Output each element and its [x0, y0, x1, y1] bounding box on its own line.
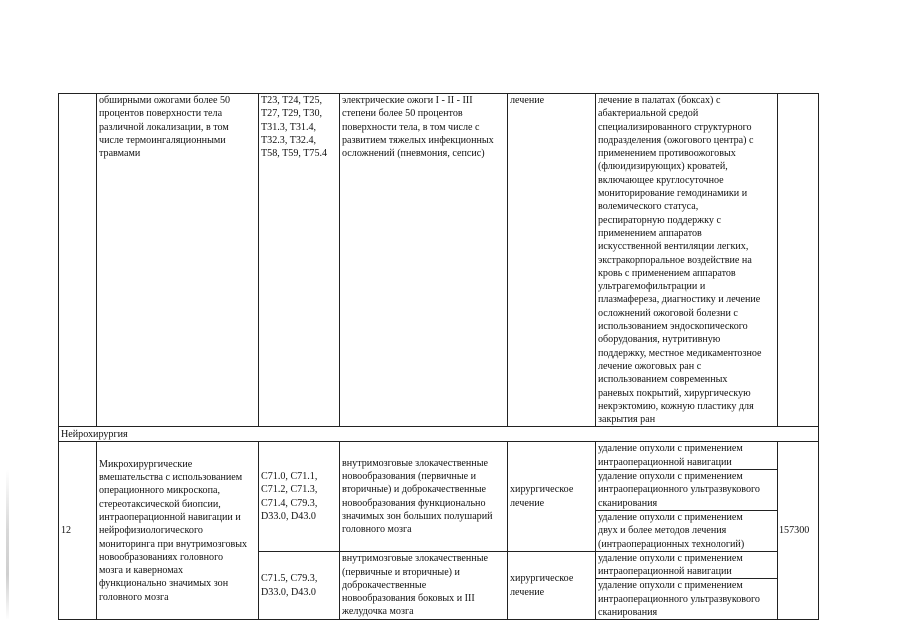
treatment-method-cell: удаление опухоли с применением интраоперационной навигации	[596, 551, 778, 579]
price-cell	[778, 94, 819, 427]
scan-smudge	[6, 470, 9, 620]
condition-cell: внутримозговые злокачественные новообразования (первичные и вторичные) и доброкачественные новообразования функционально значимых зон больших полушарий головного мозга	[340, 442, 508, 551]
row-number-cell	[59, 94, 97, 427]
table-row	[59, 442, 819, 470]
procedures-table	[58, 93, 819, 620]
treatment-method-cell: удаление опухоли с применением интраоперационного ультразвукового сканирования	[596, 470, 778, 511]
row-number-cell: 12	[59, 442, 97, 620]
section-row	[59, 427, 819, 442]
procedure-name-cell: Микрохирургические вмешательства с использованием операционного микроскопа, стереотаксической биопсии, интраоперационной навигации и нейрофизиологического мониторинга при внутримозговых новообразованиях головного мозга и каверномах функционально значимых зон головного мозга	[97, 442, 259, 620]
condition-cell: электрические ожоги I - II - III степени более 50 процентов поверхности тела, в том числе с развитием тяжелых инфекционных осложнений (пневмония, сепсис)	[340, 94, 508, 427]
treatment-type-cell: хирургическое лечение	[508, 551, 596, 619]
treatment-method-cell: лечение в палатах (боксах) с абактериальной средой специализированного структурного подразделения (ожогового центра) с применением противоожоговых (флюидизирующих) кроватей, включающее круглосуточное мониторирование гемодинамики и волемического статуса, респираторную поддержку с применением аппаратов искусственной вентиляции легких, экстракорпоральное воздействие на кровь с применением аппаратов ультрагемофильтрации и плазмафереза, диагностику и лечение осложнений ожоговой болезни с использованием эндоскопического оборудования, нутритивную поддержку, местное медикаментозное лечение ожоговых ран с использованием современных раневых покрытий, хирургическую некрэктомию, кожную пластику для закрытия ран	[596, 94, 778, 427]
treatment-method-cell: удаление опухоли с применением интраоперационного ультразвукового сканирования	[596, 579, 778, 620]
icd-codes-cell: T23, T24, T25, T27, T29, T30, T31.3, T31.4, T32.3, T32.4, T58, T59, T75.4	[259, 94, 340, 427]
icd-codes-cell: C71.0, C71.1, C71.2, C71.3, C71.4, C79.3, D33.0, D43.0	[259, 442, 340, 551]
treatment-type-cell: лечение	[508, 94, 596, 427]
section-title: Нейрохирургия	[59, 427, 819, 442]
price-cell: 157300	[778, 442, 819, 620]
icd-codes-cell: C71.5, C79.3, D33.0, D43.0	[259, 551, 340, 619]
treatment-type-cell: хирургическое лечение	[508, 442, 596, 551]
treatment-method-cell: удаление опухоли с применением двух и более методов лечения (интраоперационных технологий)	[596, 510, 778, 551]
treatment-method-cell: удаление опухоли с применением интраоперационной навигации	[596, 442, 778, 470]
condition-cell: внутримозговые злокачественные (первичные и вторичные) и доброкачественные новообразования боковых и III желудочка мозга	[340, 551, 508, 619]
procedure-name-cell: обширными ожогами более 50 процентов поверхности тела различной локализации, в том числе термоингаляционными травмами	[97, 94, 259, 427]
table-row	[59, 94, 819, 427]
